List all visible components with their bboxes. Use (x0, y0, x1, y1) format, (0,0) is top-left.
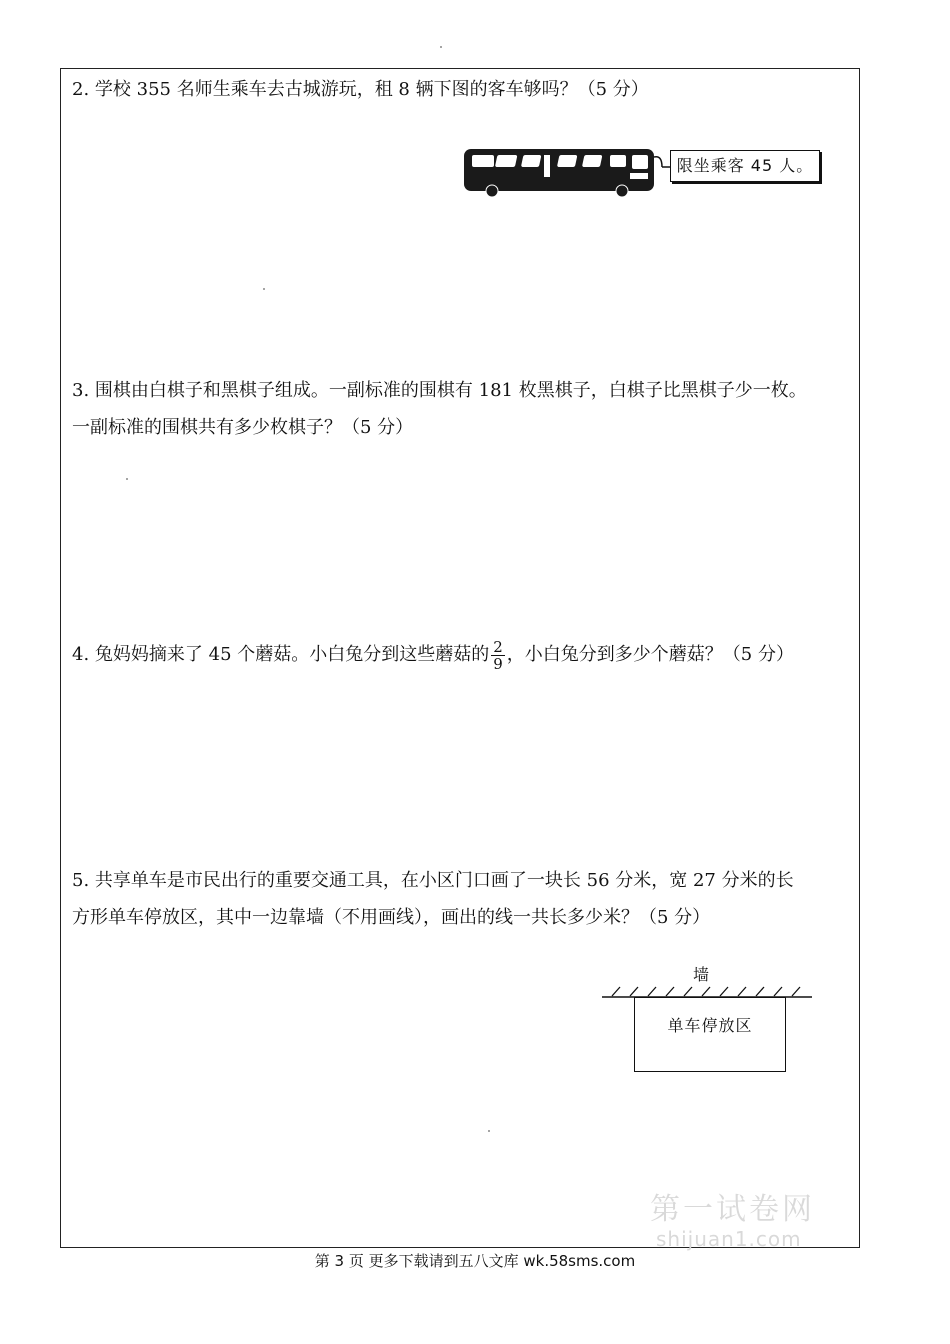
parking-diagram (600, 960, 815, 1080)
question-4-text-after: ，小白兔分到多少个蘑菇？（5 分） (506, 644, 794, 665)
question-3-line-1: 3. 围棋由白棋子和黑棋子组成。一副标准的围棋有 181 枚黑棋子，白棋子比黑棋子少一枚。 (72, 380, 807, 401)
scan-speck (440, 46, 442, 48)
question-5-line-2: 方形单车停放区，其中一边靠墙（不用画线），画出的线一共长多少米？（5 分） (72, 907, 711, 928)
wall-label: 墙 (692, 965, 709, 984)
question-5-line-1: 5. 共享单车是市民出行的重要交通工具，在小区门口画了一块长 56 分米，宽 27 分米的长 (72, 870, 794, 891)
question-5 (72, 862, 854, 936)
question-3 (72, 372, 854, 446)
question-4 (72, 636, 854, 673)
bus-figure (462, 143, 832, 199)
bus-capacity-label: 限坐乘客 45 人。 (670, 150, 820, 182)
bus-icon (462, 143, 672, 199)
question-4-text-before: 4. 兔妈妈摘来了 45 个蘑菇。小白兔分到这些蘑菇的 (72, 644, 490, 665)
question-2-text: 2. 学校 355 名师生乘车去古城游玩，租 8 辆下图的客车够吗？（5 分） (72, 79, 649, 100)
fraction (491, 639, 505, 672)
scan-speck (263, 288, 265, 290)
page-footer: 第 3 页 更多下载请到五八文库 wk.58sms.com (314, 1252, 636, 1270)
parking-area-box (634, 997, 786, 1072)
watermark-en: shijuan1.com (656, 1227, 802, 1251)
scan-speck (488, 1130, 490, 1132)
question-2 (72, 71, 854, 108)
fraction-numerator: 2 (493, 637, 503, 656)
question-3-line-2: 一副标准的围棋共有多少枚棋子？（5 分） (72, 417, 414, 438)
watermark-cn: 第一试卷网 (650, 1192, 815, 1227)
scan-speck (126, 478, 128, 480)
wall-hatch-icon (600, 960, 815, 1000)
watermark (650, 1192, 850, 1250)
fraction-denominator: 9 (493, 654, 503, 673)
parking-area-label: 单车停放区 (667, 1016, 753, 1035)
